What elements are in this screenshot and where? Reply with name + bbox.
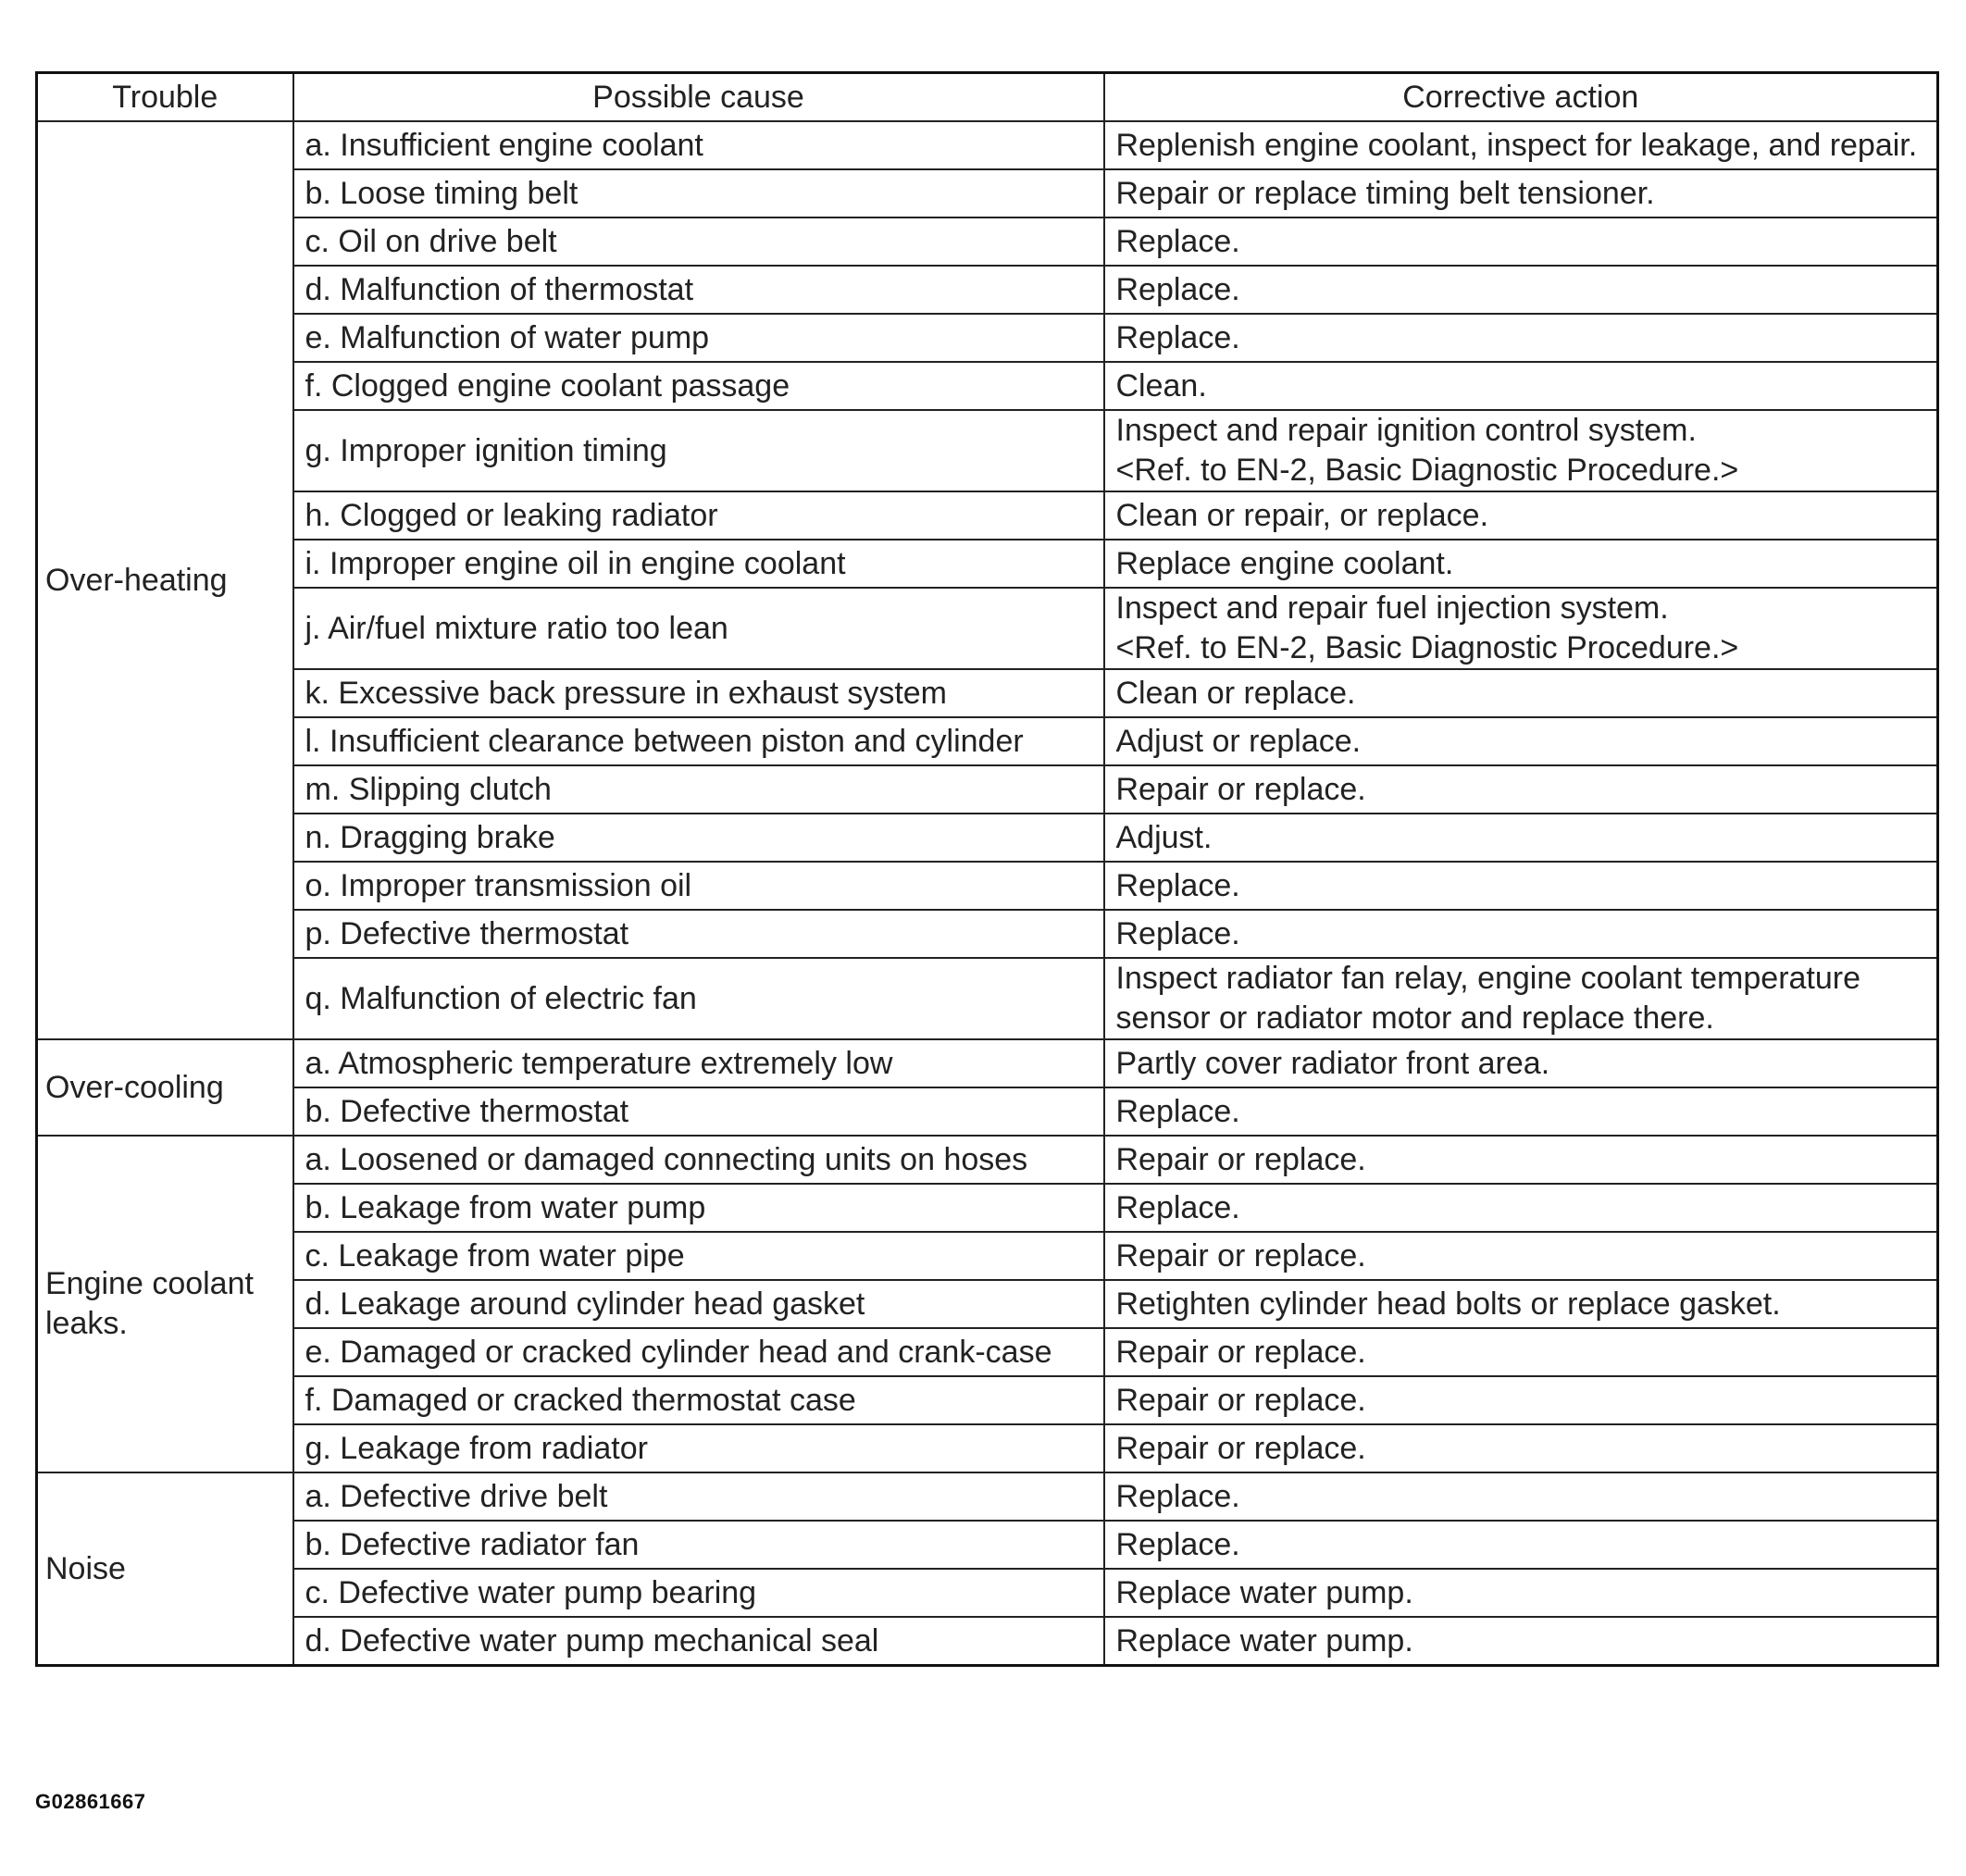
cause-cell: d. Defective water pump mechanical seal xyxy=(293,1617,1104,1666)
figure-code: G02861667 xyxy=(35,1790,146,1813)
action-cell: Replace water pump. xyxy=(1104,1569,1938,1617)
table-row xyxy=(37,1087,1938,1136)
table-row xyxy=(37,410,1938,491)
table-row xyxy=(37,1136,1938,1184)
table-row xyxy=(37,765,1938,814)
table-row xyxy=(37,540,1938,588)
cause-cell: d. Leakage around cylinder head gasket xyxy=(293,1280,1104,1328)
action-cell: Clean or replace. xyxy=(1104,669,1938,717)
cause-cell: a. Insufficient engine coolant xyxy=(293,121,1104,169)
action-cell: Repair or replace. xyxy=(1104,1376,1938,1424)
table-row xyxy=(37,669,1938,717)
cause-cell: e. Damaged or cracked cylinder head and crank-case xyxy=(293,1328,1104,1376)
cause-cell: g. Leakage from radiator xyxy=(293,1424,1104,1472)
cause-cell: c. Oil on drive belt xyxy=(293,217,1104,266)
cause-cell: f. Clogged engine coolant passage xyxy=(293,362,1104,410)
cause-cell: c. Leakage from water pipe xyxy=(293,1232,1104,1280)
action-cell: Replace. xyxy=(1104,266,1938,314)
cause-cell: g. Improper ignition timing xyxy=(293,410,1104,491)
cause-cell: l. Insufficient clearance between piston and cylinder xyxy=(293,717,1104,765)
troubleshooting-table xyxy=(35,71,1939,1667)
cause-cell: i. Improper engine oil in engine coolant xyxy=(293,540,1104,588)
header-corrective-action: Corrective action xyxy=(1104,73,1938,122)
trouble-cell: Over-heating xyxy=(37,121,293,1039)
cause-cell: a. Defective drive belt xyxy=(293,1472,1104,1521)
table-row xyxy=(37,717,1938,765)
cause-cell: b. Defective thermostat xyxy=(293,1087,1104,1136)
action-cell: Repair or replace. xyxy=(1104,765,1938,814)
action-cell: Replace. xyxy=(1104,1087,1938,1136)
cause-cell: f. Damaged or cracked thermostat case xyxy=(293,1376,1104,1424)
action-cell: Replace engine coolant. xyxy=(1104,540,1938,588)
header-trouble: Trouble xyxy=(37,73,293,122)
action-cell: Replace water pump. xyxy=(1104,1617,1938,1666)
table-row xyxy=(37,588,1938,669)
action-cell: Inspect and repair ignition control system. <Ref. to EN-2, Basic Diagnostic Procedure.> xyxy=(1104,410,1938,491)
header-possible-cause: Possible cause xyxy=(293,73,1104,122)
action-cell: Repair or replace. xyxy=(1104,1328,1938,1376)
cause-cell: q. Malfunction of electric fan xyxy=(293,958,1104,1039)
cause-cell: b. Loose timing belt xyxy=(293,169,1104,217)
action-cell: Adjust. xyxy=(1104,814,1938,862)
table-row xyxy=(37,217,1938,266)
cause-cell: m. Slipping clutch xyxy=(293,765,1104,814)
header-row xyxy=(37,73,1938,122)
action-cell: Retighten cylinder head bolts or replace gasket. xyxy=(1104,1280,1938,1328)
action-cell: Repair or replace. xyxy=(1104,1136,1938,1184)
action-cell: Replenish engine coolant, inspect for leakage, and repair. xyxy=(1104,121,1938,169)
action-cell: Repair or replace timing belt tensioner. xyxy=(1104,169,1938,217)
cause-cell: o. Improper transmission oil xyxy=(293,862,1104,910)
table-row xyxy=(37,266,1938,314)
cause-cell: b. Defective radiator fan xyxy=(293,1521,1104,1569)
cause-cell: a. Loosened or damaged connecting units on hoses xyxy=(293,1136,1104,1184)
trouble-cell: Engine coolant leaks. xyxy=(37,1136,293,1472)
table-row xyxy=(37,1280,1938,1328)
table-row xyxy=(37,1569,1938,1617)
cause-cell: d. Malfunction of thermostat xyxy=(293,266,1104,314)
cause-cell: k. Excessive back pressure in exhaust system xyxy=(293,669,1104,717)
table-row xyxy=(37,1472,1938,1521)
table-row xyxy=(37,1617,1938,1666)
action-cell: Inspect radiator fan relay, engine coolant temperature sensor or radiator motor and replace there. xyxy=(1104,958,1938,1039)
table-row xyxy=(37,491,1938,540)
action-cell: Replace. xyxy=(1104,1184,1938,1232)
table-row xyxy=(37,1328,1938,1376)
table-row xyxy=(37,121,1938,169)
table-row xyxy=(37,1184,1938,1232)
table-row xyxy=(37,1232,1938,1280)
cause-cell: p. Defective thermostat xyxy=(293,910,1104,958)
table-row xyxy=(37,1521,1938,1569)
table-row xyxy=(37,910,1938,958)
action-cell: Repair or replace. xyxy=(1104,1424,1938,1472)
cause-cell: b. Leakage from water pump xyxy=(293,1184,1104,1232)
action-cell: Replace. xyxy=(1104,314,1938,362)
action-cell: Inspect and repair fuel injection system. <Ref. to EN-2, Basic Diagnostic Procedure.> xyxy=(1104,588,1938,669)
action-cell: Replace. xyxy=(1104,1521,1938,1569)
action-cell: Clean or repair, or replace. xyxy=(1104,491,1938,540)
action-cell: Replace. xyxy=(1104,910,1938,958)
cause-cell: j. Air/fuel mixture ratio too lean xyxy=(293,588,1104,669)
action-cell: Clean. xyxy=(1104,362,1938,410)
table-row xyxy=(37,314,1938,362)
action-cell: Partly cover radiator front area. xyxy=(1104,1039,1938,1087)
table-row xyxy=(37,814,1938,862)
cause-cell: c. Defective water pump bearing xyxy=(293,1569,1104,1617)
trouble-cell: Noise xyxy=(37,1472,293,1666)
action-cell: Repair or replace. xyxy=(1104,1232,1938,1280)
cause-cell: a. Atmospheric temperature extremely low xyxy=(293,1039,1104,1087)
table-row xyxy=(37,169,1938,217)
table-body xyxy=(37,121,1938,1666)
trouble-cell: Over-cooling xyxy=(37,1039,293,1136)
cause-cell: n. Dragging brake xyxy=(293,814,1104,862)
table-row xyxy=(37,1424,1938,1472)
table-row xyxy=(37,862,1938,910)
action-cell: Replace. xyxy=(1104,1472,1938,1521)
action-cell: Replace. xyxy=(1104,862,1938,910)
action-cell: Adjust or replace. xyxy=(1104,717,1938,765)
action-cell: Replace. xyxy=(1104,217,1938,266)
table-row xyxy=(37,958,1938,1039)
cause-cell: h. Clogged or leaking radiator xyxy=(293,491,1104,540)
table-row xyxy=(37,362,1938,410)
cause-cell: e. Malfunction of water pump xyxy=(293,314,1104,362)
table-row xyxy=(37,1039,1938,1087)
table-header xyxy=(37,73,1938,122)
table-row xyxy=(37,1376,1938,1424)
